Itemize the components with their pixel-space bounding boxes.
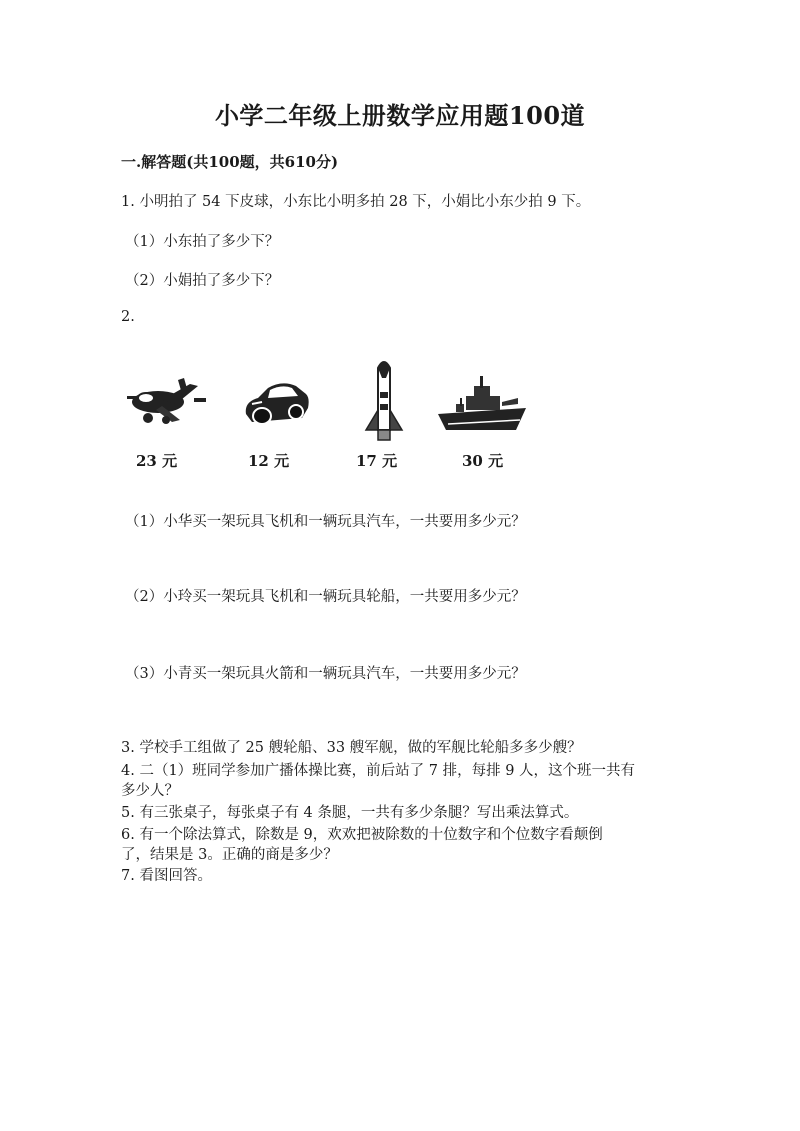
toy-item-ship [436,358,532,476]
question-1-sub-1: （1）小东拍了多少下？ [125,234,280,250]
question-1-sub-2: （2）小娟拍了多少下？ [125,273,280,289]
question-6-line-2: 了，结果是 3。正确的商是多少？ [121,847,338,863]
toy-price-car: 12 元 [248,452,290,470]
question-2-sub-2: （2）小玲买一架玩具飞机和一辆玩具轮船，一共要用多少元？ [125,589,526,605]
toy-price-figure [120,358,540,476]
question-4-line-2: 多少人？ [121,783,179,799]
toy-rocket-icon [348,358,438,448]
question-2-sub-3: （3）小青买一架玩具火箭和一辆玩具汽车，一共要用多少元？ [125,666,526,682]
question-4-line-1: 4. 二（1）班同学参加广播体操比赛，前后站了 7 排，每排 9 人，这个班一共有 [121,763,636,779]
toy-ship-icon [436,358,532,438]
toy-car-icon [238,358,328,438]
question-5-text: 5. 有三张桌子，每张桌子有 4 条腿，一共有多少条腿？写出乘法算式。 [121,805,579,821]
question-3-text: 3. 学校手工组做了 25 艘轮船、33 艘军舰，做的军舰比轮船多多少艘？ [121,740,582,756]
toy-airplane-icon [122,358,212,438]
toy-price-ship: 30 元 [462,452,504,470]
toy-item-rocket [348,358,438,476]
toy-item-car [238,358,328,476]
question-6-line-1: 6. 有一个除法算式，除数是 9，欢欢把被除数的十位数字和个位数字看颠倒 [121,827,603,843]
page-title: 小学二年级上册数学应用题100道 [214,101,586,130]
question-7-text: 7. 看图回答。 [121,868,212,884]
toy-item-airplane [122,358,212,476]
question-2-number: 2. [121,309,135,325]
question-1-text: 1. 小明拍了 54 下皮球，小东比小明多拍 28 下，小娟比小东少拍 9 下。 [121,194,591,210]
toy-price-rocket: 17 元 [356,452,398,470]
toy-price-airplane: 23 元 [136,452,178,470]
section-header: 一.解答题(共100题，共610分) [121,153,339,171]
question-2-sub-1: （1）小华买一架玩具飞机和一辆玩具汽车，一共要用多少元？ [125,514,526,530]
